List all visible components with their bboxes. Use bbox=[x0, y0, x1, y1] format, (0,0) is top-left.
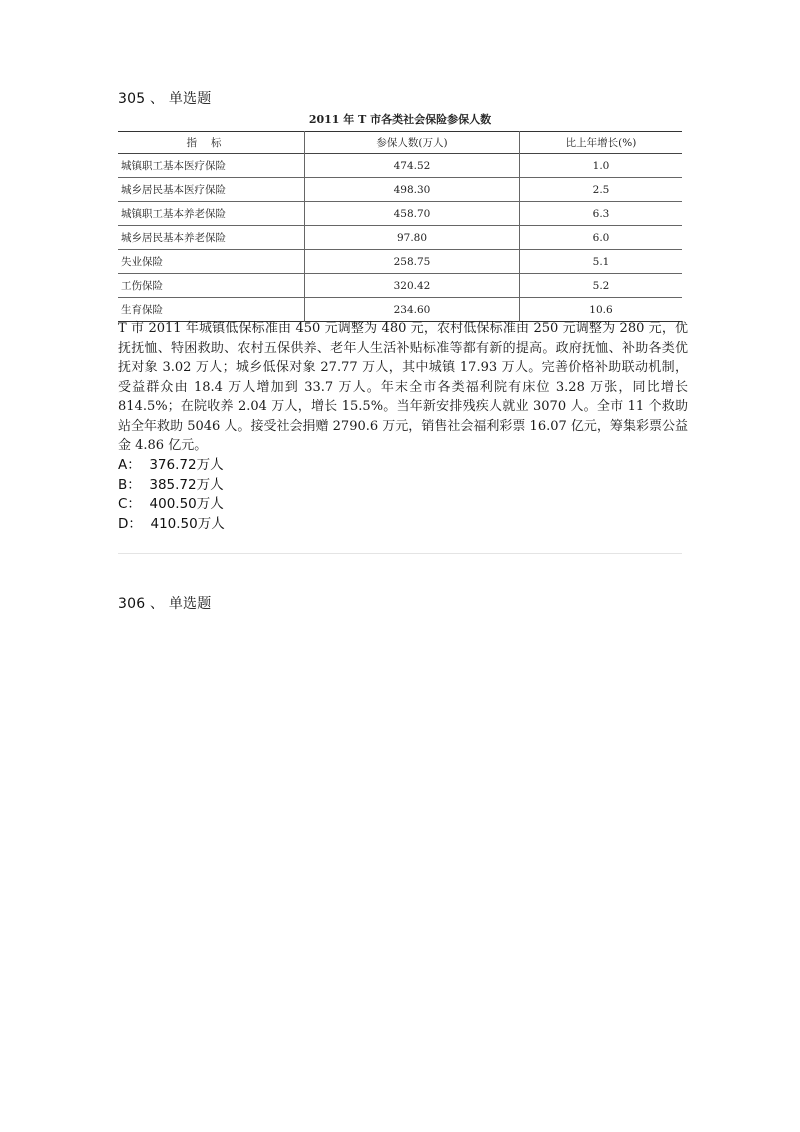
header-growth: 比上年增长(%) bbox=[520, 132, 683, 154]
option-label: C： bbox=[118, 496, 141, 512]
option-label: A： bbox=[118, 457, 141, 473]
header-count: 参保人数(万人) bbox=[305, 132, 520, 154]
row-growth: 5.2 bbox=[520, 274, 683, 298]
table-row bbox=[118, 154, 682, 178]
table-row bbox=[118, 274, 682, 298]
row-growth: 1.0 bbox=[520, 154, 683, 178]
question-type: 单选题 bbox=[168, 596, 212, 612]
table-header-row bbox=[118, 132, 682, 154]
option-c[interactable] bbox=[118, 495, 225, 515]
row-name: 城镇职工基本医疗保险 bbox=[121, 160, 226, 172]
row-name: 城乡居民基本医疗保险 bbox=[121, 184, 226, 196]
row-growth: 6.0 bbox=[520, 226, 683, 250]
table-title: 2011 年 T 市各类社会保险参保人数 bbox=[308, 113, 492, 126]
row-count: 320.42 bbox=[305, 274, 520, 298]
question-separator: 、 bbox=[149, 596, 165, 612]
row-name: 工伤保险 bbox=[121, 280, 163, 292]
row-growth: 2.5 bbox=[520, 178, 683, 202]
row-count: 234.60 bbox=[305, 298, 520, 322]
question-305-header bbox=[118, 88, 211, 108]
option-label: D： bbox=[118, 515, 142, 532]
table-row bbox=[118, 298, 682, 322]
option-text: 400.50万人 bbox=[149, 496, 224, 512]
row-name: 城镇职工基本养老保险 bbox=[121, 208, 226, 220]
table-row bbox=[118, 226, 682, 250]
question-type: 单选题 bbox=[168, 91, 212, 107]
header-indicator: 指标 bbox=[186, 137, 236, 149]
option-label: B： bbox=[118, 476, 141, 493]
question-passage: T 市 2011 年城镇低保标准由 450 元调整为 480 元，农村低保标准由 250 元调整为 280 元，优抚抚恤、特困救助、农村五保供养、老年人生活补贴标准等都有新的提高。政府抚恤、补助各类优抚对象 3.02 万人；城乡低保对象 27.77 万人，其中城镇 17.93 万人。完善价格补助联动机制，受益群众由 18.4 万人增加到 33.7 万人。年末全市各类福利院有床位 3.28 万张，同比增长 814.5%；在院收养 2.04 万人，增长 15.5%。当年新安排残疾人就业 3070 人。全市 11 个救助站全年救助 5046 人。接受社会捐赠 2790.6 万元，销售社会福利彩票 16.07 亿元，筹集彩票公益金 4.86 亿元。 bbox=[118, 321, 688, 453]
row-name: 生育保险 bbox=[121, 304, 163, 316]
table-row bbox=[118, 250, 682, 274]
answer-options bbox=[118, 456, 225, 534]
insurance-table bbox=[118, 131, 682, 322]
row-name: 城乡居民基本养老保险 bbox=[121, 232, 226, 244]
question-divider bbox=[118, 553, 682, 554]
row-growth: 6.3 bbox=[520, 202, 683, 226]
table-row bbox=[118, 202, 682, 226]
row-growth: 10.6 bbox=[520, 298, 683, 322]
question-separator: 、 bbox=[149, 91, 165, 107]
option-d[interactable] bbox=[118, 515, 225, 535]
option-b[interactable] bbox=[118, 476, 225, 496]
option-a[interactable] bbox=[118, 456, 225, 476]
row-count: 258.75 bbox=[305, 250, 520, 274]
question-number: 305 bbox=[118, 91, 146, 107]
row-count: 458.70 bbox=[305, 202, 520, 226]
question-306-header bbox=[118, 593, 211, 613]
question-number: 306 bbox=[118, 596, 146, 612]
row-count: 474.52 bbox=[305, 154, 520, 178]
option-text: 410.50万人 bbox=[150, 515, 225, 532]
table-row bbox=[118, 178, 682, 202]
row-count: 498.30 bbox=[305, 178, 520, 202]
option-text: 376.72万人 bbox=[149, 457, 224, 473]
option-text: 385.72万人 bbox=[149, 476, 224, 493]
row-growth: 5.1 bbox=[520, 250, 683, 274]
row-count: 97.80 bbox=[305, 226, 520, 250]
row-name: 失业保险 bbox=[121, 256, 163, 268]
